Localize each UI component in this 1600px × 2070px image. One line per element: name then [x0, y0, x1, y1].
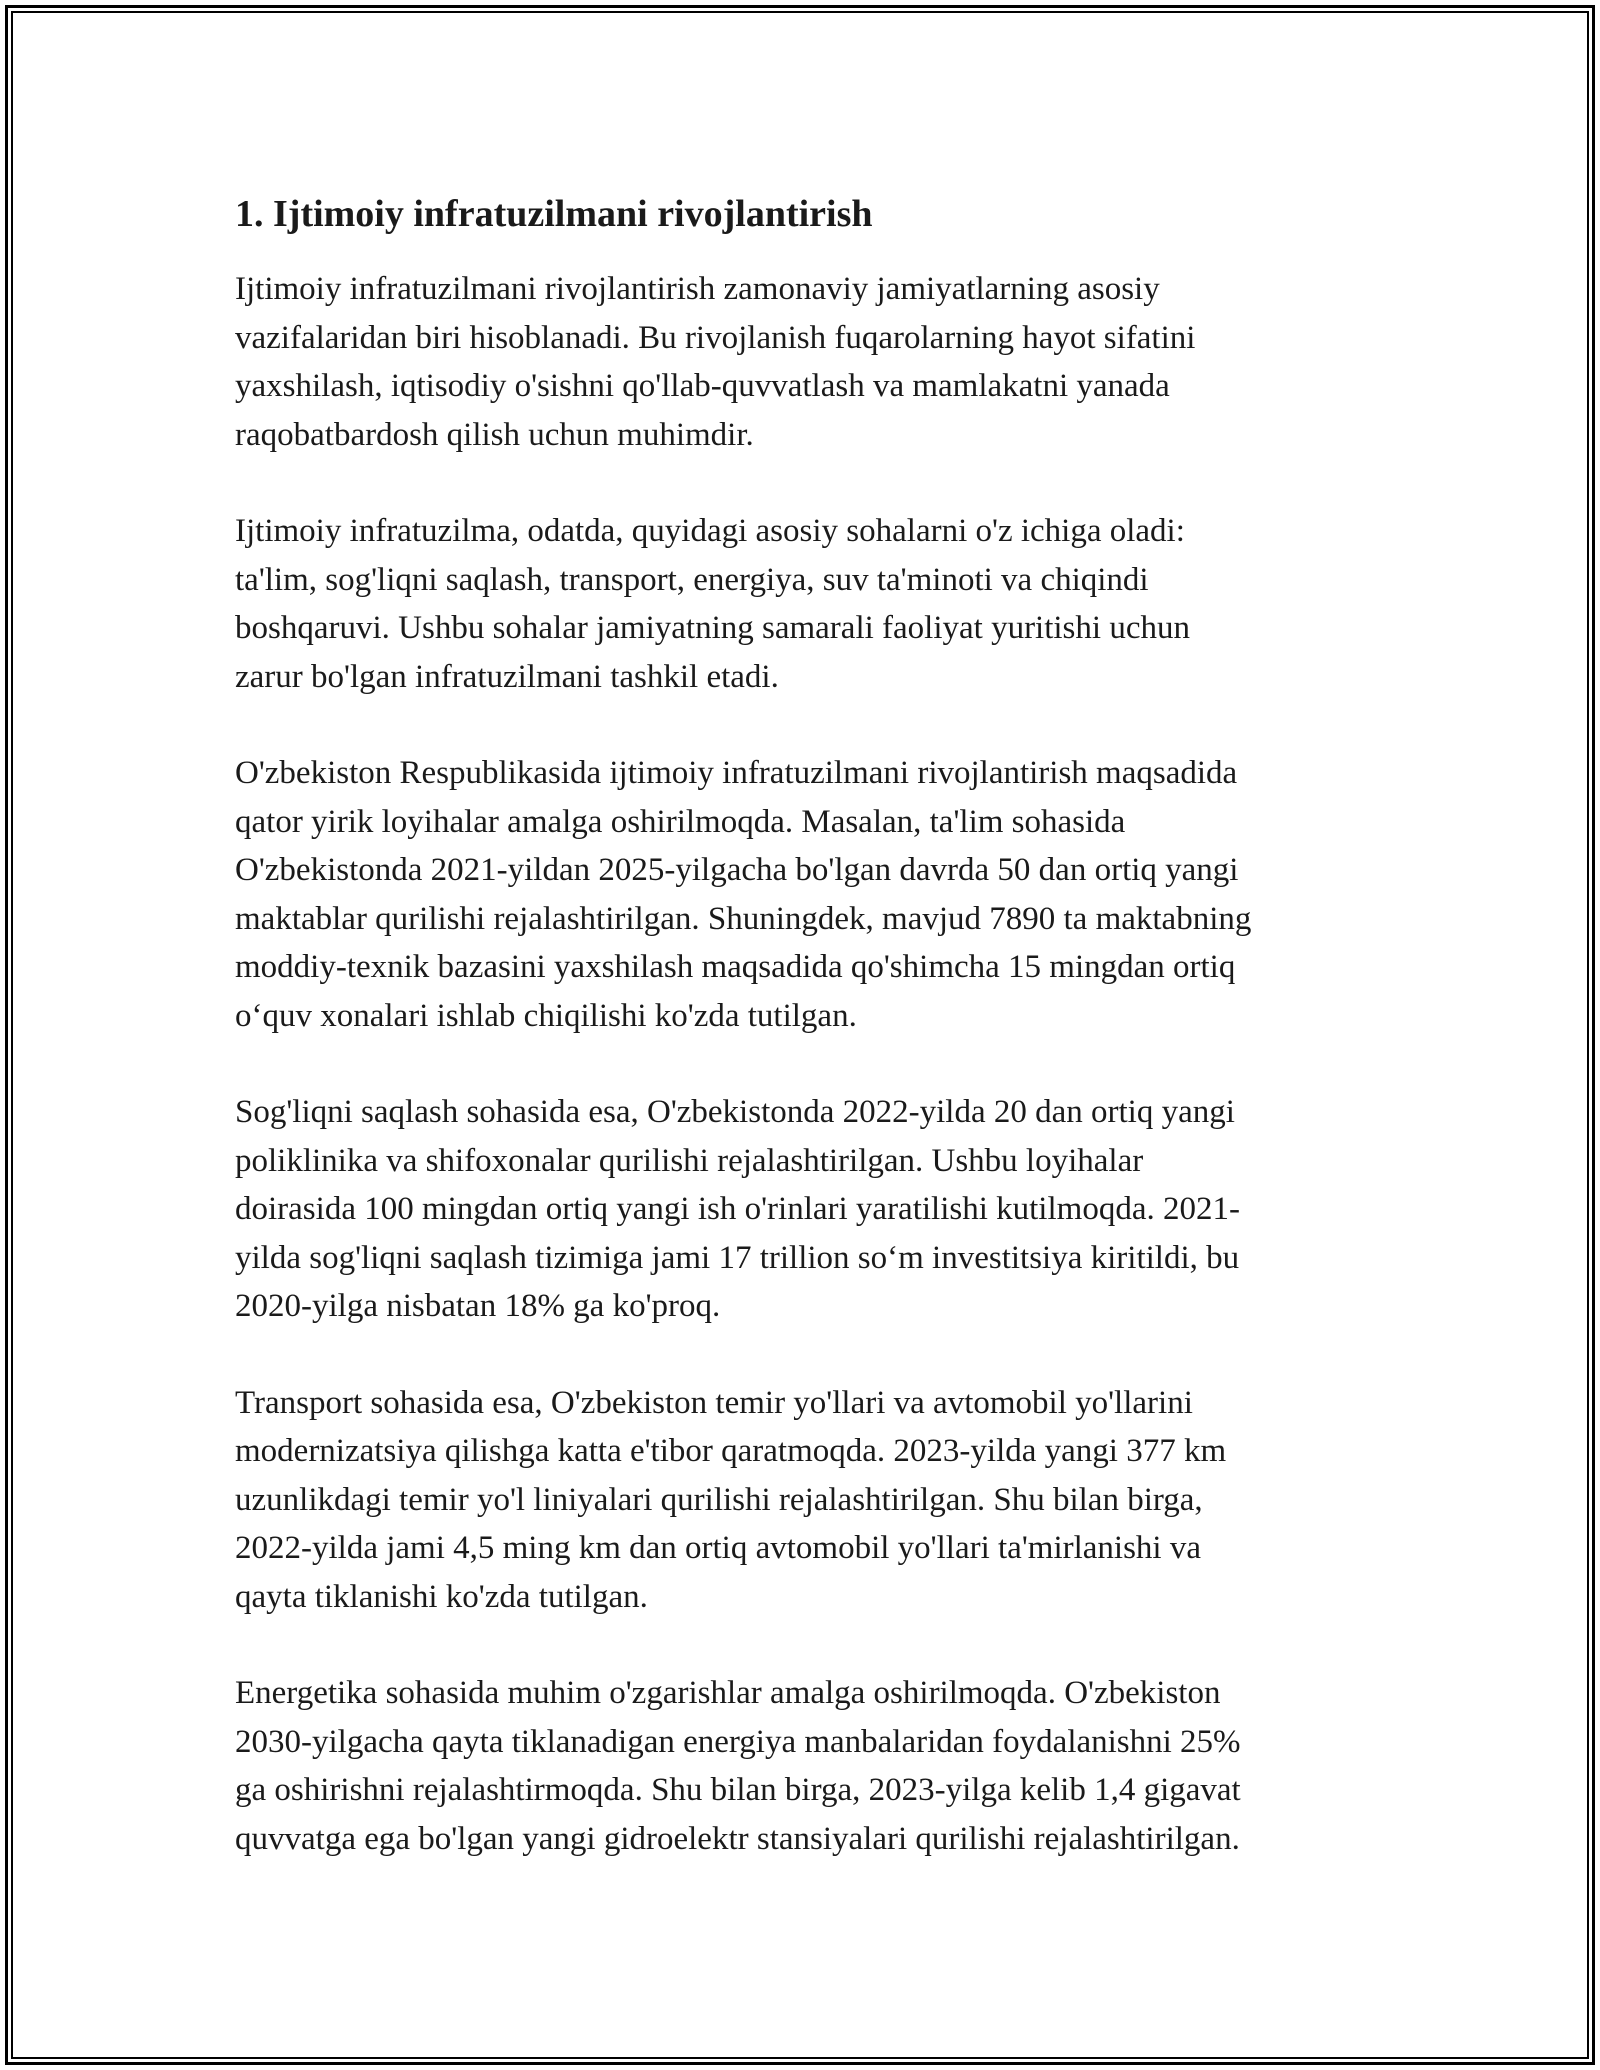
paragraph-sectors: Ijtimoiy infratuzilma, odatda, quyidagi asosiy sohalarni o'z ichiga oladi: ta'lim, sog'liqni saqlash, transport, energiya, suv ta'minoti va chiqindi boshqaruvi. Ushbu sohalar jamiyatning samarali faoliyat yuritishi uchun zarur bo'lgan infratuzilmani tashkil etadi.	[235, 513, 1190, 695]
paragraph-transport: Transport sohasida esa, O'zbekiston temir yo'llari va avtomobil yo'llarini modernizatsiya qilishga katta e'tibor qaratmoqda. 2023-yilda yangi 377 km uzunlikdagi temir yo'l liniyalari qurilishi rejalashtirilgan. Shu bilan birga, 2022-yilda jami 4,5 ming km dan ortiq avtomobil yo'llari ta'mirlanishi va qayta tiklanishi ko'zda tutilgan.	[235, 1384, 1227, 1615]
section-title: 1. Ijtimoiy infratuzilmani rivojlantirish	[235, 193, 873, 235]
paragraph-education: O'zbekiston Respublikasida ijtimoiy infratuzilmani rivojlantirish maqsadida qator yirik loyihalar amalga oshirilmoqda. Masalan, ta'lim sohasida O'zbekistonda 2021-yildan 2025-yilgacha bo'lgan davrda 50 dan ortiq yangi maktablar qurilishi rejalashtirilgan. Shuningdek, mavjud 7890 ta maktabning moddiy-texnik bazasini yaxshilash maqsadida qo'shimcha 15 mingdan ortiq o‘quv xonalari ishlab chiqilishi ko'zda tutilgan.	[235, 755, 1252, 1034]
paragraph-energy: Energetika sohasida muhim o'zgarishlar amalga oshirilmoqda. O'zbekiston 2030-yilgacha qayta tiklanadigan energiya manbalaridan foydalanishni 25% ga oshirishni rejalashtirmoqda. Shu bilan birga, 2023-yilga kelib 1,4 gigavat quvvatga ega bo'lgan yangi gidroelektr stansiyalari qurilishi rejalashtirilgan.	[235, 1675, 1241, 1857]
paragraph-healthcare: Sog'liqni saqlash sohasida esa, O'zbekistonda 2022-yilda 20 dan ortiq yangi poliklinika va shifoxonalar qurilishi rejalashtirilgan. Ushbu loyihalar doirasida 100 mingdan ortiq yangi ish o'rinlari yaratilishi kutilmoqda. 2021- yilda sog'liqni saqlash tizimiga jami 17 trillion so‘m investitsiya kiritildi, bu 2020-yilga nisbatan 18% ga ko'proq.	[235, 1094, 1240, 1324]
paragraph-intro: Ijtimoiy infratuzilmani rivojlantirish zamonaviy jamiyatlarning asosiy vazifalaridan biri hisoblanadi. Bu rivojlanish fuqarolarning hayot sifatini yaxshilash, iqtisodiy o'sishni qo'llab-quvvatlash va mamlakatni yanada raqobatbardosh qilish uchun muhimdir.	[235, 271, 1196, 453]
document-body	[235, 185, 1385, 1911]
